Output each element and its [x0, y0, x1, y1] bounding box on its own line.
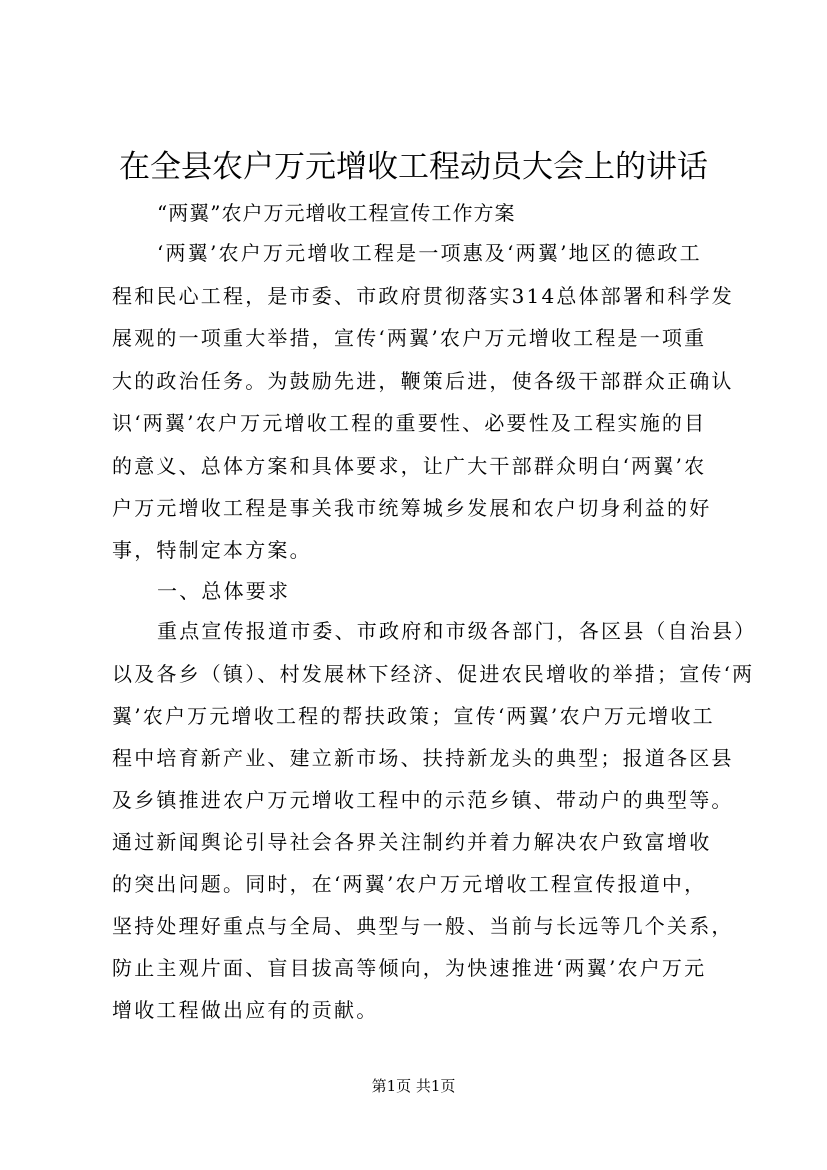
paragraph-line: 防止主观片面、盲目拔高等倾向，为快速推进‘两翼’农户万元 [112, 956, 707, 980]
paragraph-line: 识‘两翼’农户万元增收工程的重要性、必要性及工程实施的目 [112, 411, 707, 435]
page-footer: 第1页 共1页 [371, 1077, 456, 1095]
paragraph-line: 通过新闻舆论引导社会各界关注制约并着力解决农户致富增收 [112, 830, 712, 854]
paragraph-line: 重点宣传报道市委、市政府和市级各部门，各区县（自治县） [157, 619, 757, 643]
paragraph-line: 及乡镇推进农户万元增收工程中的示范乡镇、带动户的典型等。 [112, 788, 734, 812]
paragraph-line: 户万元增收工程是事关我市统筹城乡发展和农户切身利益的好 [112, 496, 712, 520]
paragraph-line: 大的政治任务。为鼓励先进，鞭策后进，使各级干部群众正确认 [112, 369, 734, 393]
paragraph-line: 的突出问题。同时，在‘两翼’农户万元增收工程宣传报道中， [112, 872, 707, 896]
document-subtitle: “两翼”农户万元增收工程宣传工作方案 [157, 201, 516, 225]
paragraph-line: 坚持处理好重点与全局、典型与一般、当前与长远等几个关系， [112, 914, 734, 938]
paragraph-line: 程和民心工程，是市委、市政府贯彻落实314总体部署和科学发 [112, 284, 734, 308]
paragraph-line: 增收工程做出应有的贡献。 [112, 998, 379, 1022]
paragraph-line: 展观的一项重大举措，宣传‘两翼’农户万元增收工程是一项重 [112, 326, 707, 350]
paragraph-line: 程中培育新产业、建立新市场、扶持新龙头的典型；报道各区县 [112, 746, 734, 770]
paragraph-line: 翼’农户万元增收工程的帮扶政策；宣传‘两翼’农户万元增收工 [112, 704, 715, 728]
paragraph-line: ‘两翼’农户万元增收工程是一项惠及‘两翼’地区的德政工 [157, 241, 702, 265]
paragraph-line: 事，特制定本方案。 [112, 538, 312, 562]
paragraph-line: 以及各乡（镇）、村发展林下经济、促进农民增收的举措；宣传‘两 [112, 662, 755, 686]
section-heading: 一、总体要求 [157, 579, 291, 603]
paragraph-line: 的意义、总体方案和具体要求，让广大干部群众明白‘两翼’农 [112, 454, 707, 478]
document-title: 在全县农户万元增收工程动员大会上的讲话 [119, 149, 708, 185]
